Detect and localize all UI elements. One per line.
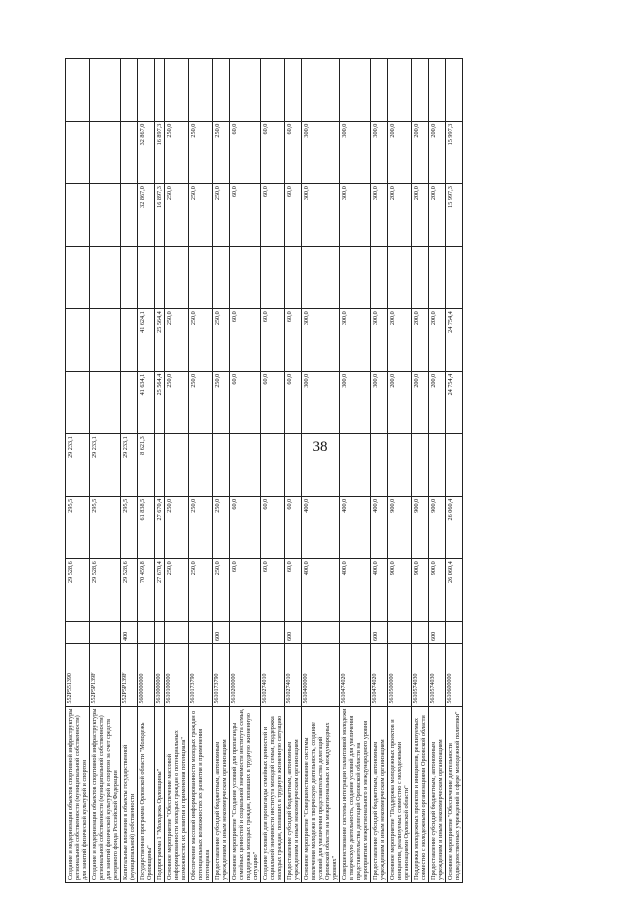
row-value-7: 200,0 — [412, 184, 429, 247]
row-value-9 — [446, 59, 463, 122]
page-number: 38 — [312, 439, 328, 455]
row-code-cell: 5610474020 — [340, 644, 371, 707]
row-value-1: 29 528,6 — [90, 559, 121, 622]
row-vr-cell: 600 — [371, 621, 388, 643]
row-value-6 — [121, 246, 138, 309]
row-vr-cell — [340, 621, 371, 643]
row-code-cell: 5610574030 — [412, 644, 429, 707]
row-value-8 — [121, 121, 138, 184]
row-value-4: 250,0 — [189, 371, 213, 434]
row-value-9 — [388, 59, 412, 122]
table-row — [189, 59, 213, 883]
row-value-1: 27 670,4 — [155, 559, 165, 622]
row-value-2: 295,5 — [90, 496, 121, 559]
row-value-9 — [189, 59, 213, 122]
table-row — [230, 59, 261, 883]
row-value-3: 29 233,1 — [90, 434, 121, 497]
row-value-8: 250,0 — [189, 121, 213, 184]
row-value-7: 32 867,0 — [138, 184, 155, 247]
row-value-5: 300,0 — [371, 309, 388, 372]
row-value-7: 250,0 — [213, 184, 230, 247]
row-code-cell: 5610200000 — [230, 644, 261, 707]
row-value-9 — [412, 59, 429, 122]
row-vr-cell — [66, 621, 90, 643]
table-row — [412, 59, 429, 883]
row-code-cell: 5610474020 — [371, 644, 388, 707]
row-vr-cell — [412, 621, 429, 643]
row-vr-cell — [230, 621, 261, 643]
row-value-3 — [261, 434, 285, 497]
row-value-3: 29 233,1 — [121, 434, 138, 497]
row-value-4: 200,0 — [429, 371, 446, 434]
row-name-cell: Предоставление субсидий бюджетным, автономным учреждениям и иным некоммерческим организациям — [371, 706, 388, 882]
row-name-cell: Основное мероприятие "Создание условий для пропаганды семейных ценностей и социальной значимости института семьи, поддержка молодых граждан, попавших в трудную жизненную ситуацию" — [230, 706, 261, 882]
table-row — [446, 59, 463, 883]
row-value-5: 250,0 — [213, 309, 230, 372]
row-value-8: 200,0 — [388, 121, 412, 184]
row-value-2: 900,0 — [388, 496, 412, 559]
row-value-4: 60,0 — [230, 371, 261, 434]
row-value-5: 60,0 — [230, 309, 261, 372]
row-value-5 — [121, 309, 138, 372]
table-row — [121, 59, 138, 883]
row-value-4: 200,0 — [388, 371, 412, 434]
row-value-3 — [165, 434, 189, 497]
row-value-8: 250,0 — [165, 121, 189, 184]
row-code-cell: 5610173790 — [189, 644, 213, 707]
row-value-5: 60,0 — [261, 309, 285, 372]
row-name-cell: Предоставление субсидий бюджетным, автономным учреждениям и иным некоммерческим организациям — [429, 706, 446, 882]
row-value-1: 900,0 — [412, 559, 429, 622]
row-value-1: 400,0 — [340, 559, 371, 622]
row-value-7: 15 997,3 — [446, 184, 463, 247]
row-value-6 — [165, 246, 189, 309]
row-value-4: 250,0 — [213, 371, 230, 434]
row-value-8: 200,0 — [429, 121, 446, 184]
row-code-cell: 552P5Р139F — [90, 644, 121, 707]
row-code-cell: 5610500000 — [388, 644, 412, 707]
row-value-8: 60,0 — [285, 121, 302, 184]
row-value-1: 60,0 — [285, 559, 302, 622]
row-code-cell: 5610173790 — [213, 644, 230, 707]
row-value-3 — [302, 434, 340, 497]
row-value-8: 200,0 — [412, 121, 429, 184]
row-vr-cell: 600 — [213, 621, 230, 643]
row-name-cell: Основное мероприятие "Поддержка молодежных проектов и инициатив, реализуемых совместно с молодежными организациями Орловской области" — [388, 706, 412, 882]
row-value-7: 60,0 — [261, 184, 285, 247]
row-value-1: 400,0 — [371, 559, 388, 622]
row-code-cell: 5610274010 — [285, 644, 302, 707]
row-value-8: 60,0 — [261, 121, 285, 184]
row-value-2: 295,5 — [66, 496, 90, 559]
row-value-6 — [138, 246, 155, 309]
row-value-7: 16 897,3 — [155, 184, 165, 247]
table-row — [261, 59, 285, 883]
row-value-2: 900,0 — [429, 496, 446, 559]
row-value-1: 400,0 — [302, 559, 340, 622]
row-name-cell: Совершенствование системы интеграции талантливой молодежи в творческую деятельность, создание условий для увеличения представительства делегаций Орловской области на мероприятиях межрегионального и международного уровня — [340, 706, 371, 882]
row-value-1: 250,0 — [213, 559, 230, 622]
row-value-6 — [285, 246, 302, 309]
row-value-9 — [371, 59, 388, 122]
row-value-3 — [371, 434, 388, 497]
row-name-cell: Поддержка молодежных проектов и инициатив, реализуемых совместно с молодежными организациями Орловской области — [412, 706, 429, 882]
row-value-6 — [388, 246, 412, 309]
row-vr-cell — [302, 621, 340, 643]
row-value-3 — [412, 434, 429, 497]
row-value-3 — [340, 434, 371, 497]
row-vr-cell: 600 — [285, 621, 302, 643]
row-value-9 — [90, 59, 121, 122]
row-value-4: 250,0 — [165, 371, 189, 434]
row-value-5: 200,0 — [429, 309, 446, 372]
row-value-6 — [261, 246, 285, 309]
table-row — [429, 59, 446, 883]
row-value-6 — [302, 246, 340, 309]
row-value-4 — [66, 371, 90, 434]
row-value-8: 300,0 — [340, 121, 371, 184]
row-code-cell: 5600000000 — [138, 644, 155, 707]
row-value-5: 41 624,1 — [138, 309, 155, 372]
row-code-cell: 5610274010 — [261, 644, 285, 707]
row-value-4: 41 634,1 — [138, 371, 155, 434]
row-value-8 — [90, 121, 121, 184]
row-value-5: 24 754,4 — [446, 309, 463, 372]
row-code-cell: 552P5Р139F — [121, 644, 138, 707]
row-value-4: 300,0 — [371, 371, 388, 434]
row-name-cell: Создание условий для пропаганды семейных ценностей и социальной значимости института молодой семьи, поддержка молодых граждан, попавших в трудную жизненную ситуацию — [261, 706, 285, 882]
row-value-2: 250,0 — [189, 496, 213, 559]
row-code-cell: 5610400000 — [302, 644, 340, 707]
row-value-9 — [340, 59, 371, 122]
row-value-7: 300,0 — [340, 184, 371, 247]
row-vr-cell — [446, 621, 463, 643]
row-value-9 — [302, 59, 340, 122]
table-row — [138, 59, 155, 883]
row-value-3 — [213, 434, 230, 497]
row-vr-cell — [261, 621, 285, 643]
row-value-9 — [213, 59, 230, 122]
row-value-4: 200,0 — [412, 371, 429, 434]
row-value-9 — [230, 59, 261, 122]
row-value-8: 15 997,3 — [446, 121, 463, 184]
row-value-5: 300,0 — [302, 309, 340, 372]
row-value-3: 29 233,1 — [66, 434, 90, 497]
row-value-7: 200,0 — [429, 184, 446, 247]
row-value-2: 26 060,4 — [446, 496, 463, 559]
row-value-5: 200,0 — [388, 309, 412, 372]
row-value-6 — [155, 246, 165, 309]
row-vr-cell — [138, 621, 155, 643]
row-vr-cell — [165, 621, 189, 643]
row-value-3 — [285, 434, 302, 497]
row-value-1: 60,0 — [261, 559, 285, 622]
row-name-cell: Предоставление субсидий бюджетным, автономным учреждениям и иным некоммерческим организациям — [285, 706, 302, 882]
row-value-3 — [446, 434, 463, 497]
row-value-7: 60,0 — [285, 184, 302, 247]
row-value-3 — [230, 434, 261, 497]
row-vr-cell — [155, 621, 165, 643]
row-name-cell: Подпрограмма 1 "Молодежь Орловщины" — [155, 706, 165, 882]
budget-table-body — [66, 59, 463, 883]
row-value-3 — [388, 434, 412, 497]
row-value-2: 400,0 — [302, 496, 340, 559]
row-value-2: 27 670,4 — [155, 496, 165, 559]
row-vr-cell — [388, 621, 412, 643]
row-value-2: 250,0 — [165, 496, 189, 559]
table-row — [213, 59, 230, 883]
row-name-cell: Обеспечение массовой информированности молодых граждан о потенциальных возможностях их развития и применения потенциала — [189, 706, 213, 882]
row-value-5: 250,0 — [189, 309, 213, 372]
row-value-8: 300,0 — [302, 121, 340, 184]
row-value-6 — [429, 246, 446, 309]
row-value-8: 16 897,3 — [155, 121, 165, 184]
row-value-6 — [412, 246, 429, 309]
row-value-7 — [121, 184, 138, 247]
row-value-7: 60,0 — [230, 184, 261, 247]
row-value-9 — [261, 59, 285, 122]
row-value-1: 900,0 — [429, 559, 446, 622]
row-name-cell: Предоставление субсидий бюджетным, автономным учреждениям и иным некоммерческим организациям — [213, 706, 230, 882]
row-value-8: 250,0 — [213, 121, 230, 184]
row-value-2: 250,0 — [213, 496, 230, 559]
row-value-5 — [90, 309, 121, 372]
row-value-2: 61 838,5 — [138, 496, 155, 559]
row-value-4: 300,0 — [340, 371, 371, 434]
row-value-6 — [371, 246, 388, 309]
row-value-6 — [340, 246, 371, 309]
row-value-5: 60,0 — [285, 309, 302, 372]
row-vr-cell — [189, 621, 213, 643]
row-name-cell: Создание и модернизация объектов спортивной инфраструктуры региональной собственности (муниципальной собственности) для занятий физической культурой и спортом за счет средств резервного фонда Российской Федерации — [90, 706, 121, 882]
row-code-cell: 5610000000 — [155, 644, 165, 707]
budget-table — [65, 58, 463, 883]
row-value-4: 60,0 — [285, 371, 302, 434]
row-value-7: 250,0 — [165, 184, 189, 247]
row-value-9 — [155, 59, 165, 122]
row-code-cell: 5610100000 — [165, 644, 189, 707]
table-row — [155, 59, 165, 883]
row-value-6 — [189, 246, 213, 309]
row-vr-cell — [90, 621, 121, 643]
row-vr-cell: 400 — [121, 621, 138, 643]
row-value-6 — [90, 246, 121, 309]
row-value-9 — [429, 59, 446, 122]
row-value-4 — [90, 371, 121, 434]
row-value-5: 300,0 — [340, 309, 371, 372]
row-value-3 — [155, 434, 165, 497]
row-name-cell: Создание и модернизация объектов спортивной инфраструктуры региональной собственности (муниципальной собственности) для занятий физической культурой и спортом — [66, 706, 90, 882]
row-value-9 — [138, 59, 155, 122]
row-value-4: 300,0 — [302, 371, 340, 434]
table-row — [90, 59, 121, 883]
row-value-3 — [429, 434, 446, 497]
row-value-1: 70 459,8 — [138, 559, 155, 622]
row-value-2: 60,0 — [230, 496, 261, 559]
row-value-5: 25 564,4 — [155, 309, 165, 372]
row-value-9 — [66, 59, 90, 122]
row-value-4 — [121, 371, 138, 434]
row-value-1: 26 060,4 — [446, 559, 463, 622]
row-value-6 — [230, 246, 261, 309]
row-value-1: 900,0 — [388, 559, 412, 622]
row-name-cell: Капитальные вложения в объекты государственной (муниципальной) собственности — [121, 706, 138, 882]
row-value-8: 300,0 — [371, 121, 388, 184]
row-value-7: 300,0 — [302, 184, 340, 247]
rotated-budget-table-sheet — [65, 58, 585, 883]
row-name-cell: Государственная программа Орловской области "Молодежь Орловщины" — [138, 706, 155, 882]
row-value-5: 250,0 — [165, 309, 189, 372]
row-value-1: 29 528,6 — [121, 559, 138, 622]
row-value-4: 24 754,4 — [446, 371, 463, 434]
row-value-2: 295,5 — [121, 496, 138, 559]
row-value-4: 25 564,4 — [155, 371, 165, 434]
row-value-6 — [66, 246, 90, 309]
row-value-3: 8 621,3 — [138, 434, 155, 497]
row-code-cell: 5610574030 — [429, 644, 446, 707]
row-value-1: 60,0 — [230, 559, 261, 622]
row-value-9 — [285, 59, 302, 122]
row-value-7 — [66, 184, 90, 247]
row-value-7: 250,0 — [189, 184, 213, 247]
row-value-2: 60,0 — [285, 496, 302, 559]
table-row — [371, 59, 388, 883]
row-code-cell: 552P551390 — [66, 644, 90, 707]
row-value-9 — [165, 59, 189, 122]
row-value-5: 200,0 — [412, 309, 429, 372]
table-row — [340, 59, 371, 883]
table-row — [66, 59, 90, 883]
row-value-9 — [121, 59, 138, 122]
row-value-2: 900,0 — [412, 496, 429, 559]
row-value-8: 60,0 — [230, 121, 261, 184]
row-name-cell: Основное мероприятие "Совершенствование системы вовлечения молодежи в творческую деятельность, создание условий для увеличения представительства делегаций Орловской области на межрегиональных и международных уровнях" — [302, 706, 340, 882]
table-row — [165, 59, 189, 883]
row-value-5 — [66, 309, 90, 372]
row-value-6 — [446, 246, 463, 309]
row-value-8: 32 867,0 — [138, 121, 155, 184]
row-name-cell: Основное мероприятие "Обеспечение деятельности подведомственных учреждений в сфере молодежной политики" — [446, 706, 463, 882]
row-value-7: 300,0 — [371, 184, 388, 247]
row-value-3 — [189, 434, 213, 497]
table-row — [285, 59, 302, 883]
row-code-cell: 5610600000 — [446, 644, 463, 707]
row-value-2: 60,0 — [261, 496, 285, 559]
row-vr-cell: 600 — [429, 621, 446, 643]
row-value-7: 200,0 — [388, 184, 412, 247]
row-value-6 — [213, 246, 230, 309]
row-value-1: 250,0 — [189, 559, 213, 622]
row-value-1: 29 528,6 — [66, 559, 90, 622]
table-row — [302, 59, 340, 883]
row-value-2: 400,0 — [371, 496, 388, 559]
row-value-8 — [66, 121, 90, 184]
row-value-4: 60,0 — [261, 371, 285, 434]
row-value-7 — [90, 184, 121, 247]
table-row — [388, 59, 412, 883]
row-value-1: 250,0 — [165, 559, 189, 622]
row-name-cell: Основное мероприятие "Обеспечение массовой информированности молодых граждан о потенциальных возможностях их развития и применения потенциала" — [165, 706, 189, 882]
row-value-2: 400,0 — [340, 496, 371, 559]
